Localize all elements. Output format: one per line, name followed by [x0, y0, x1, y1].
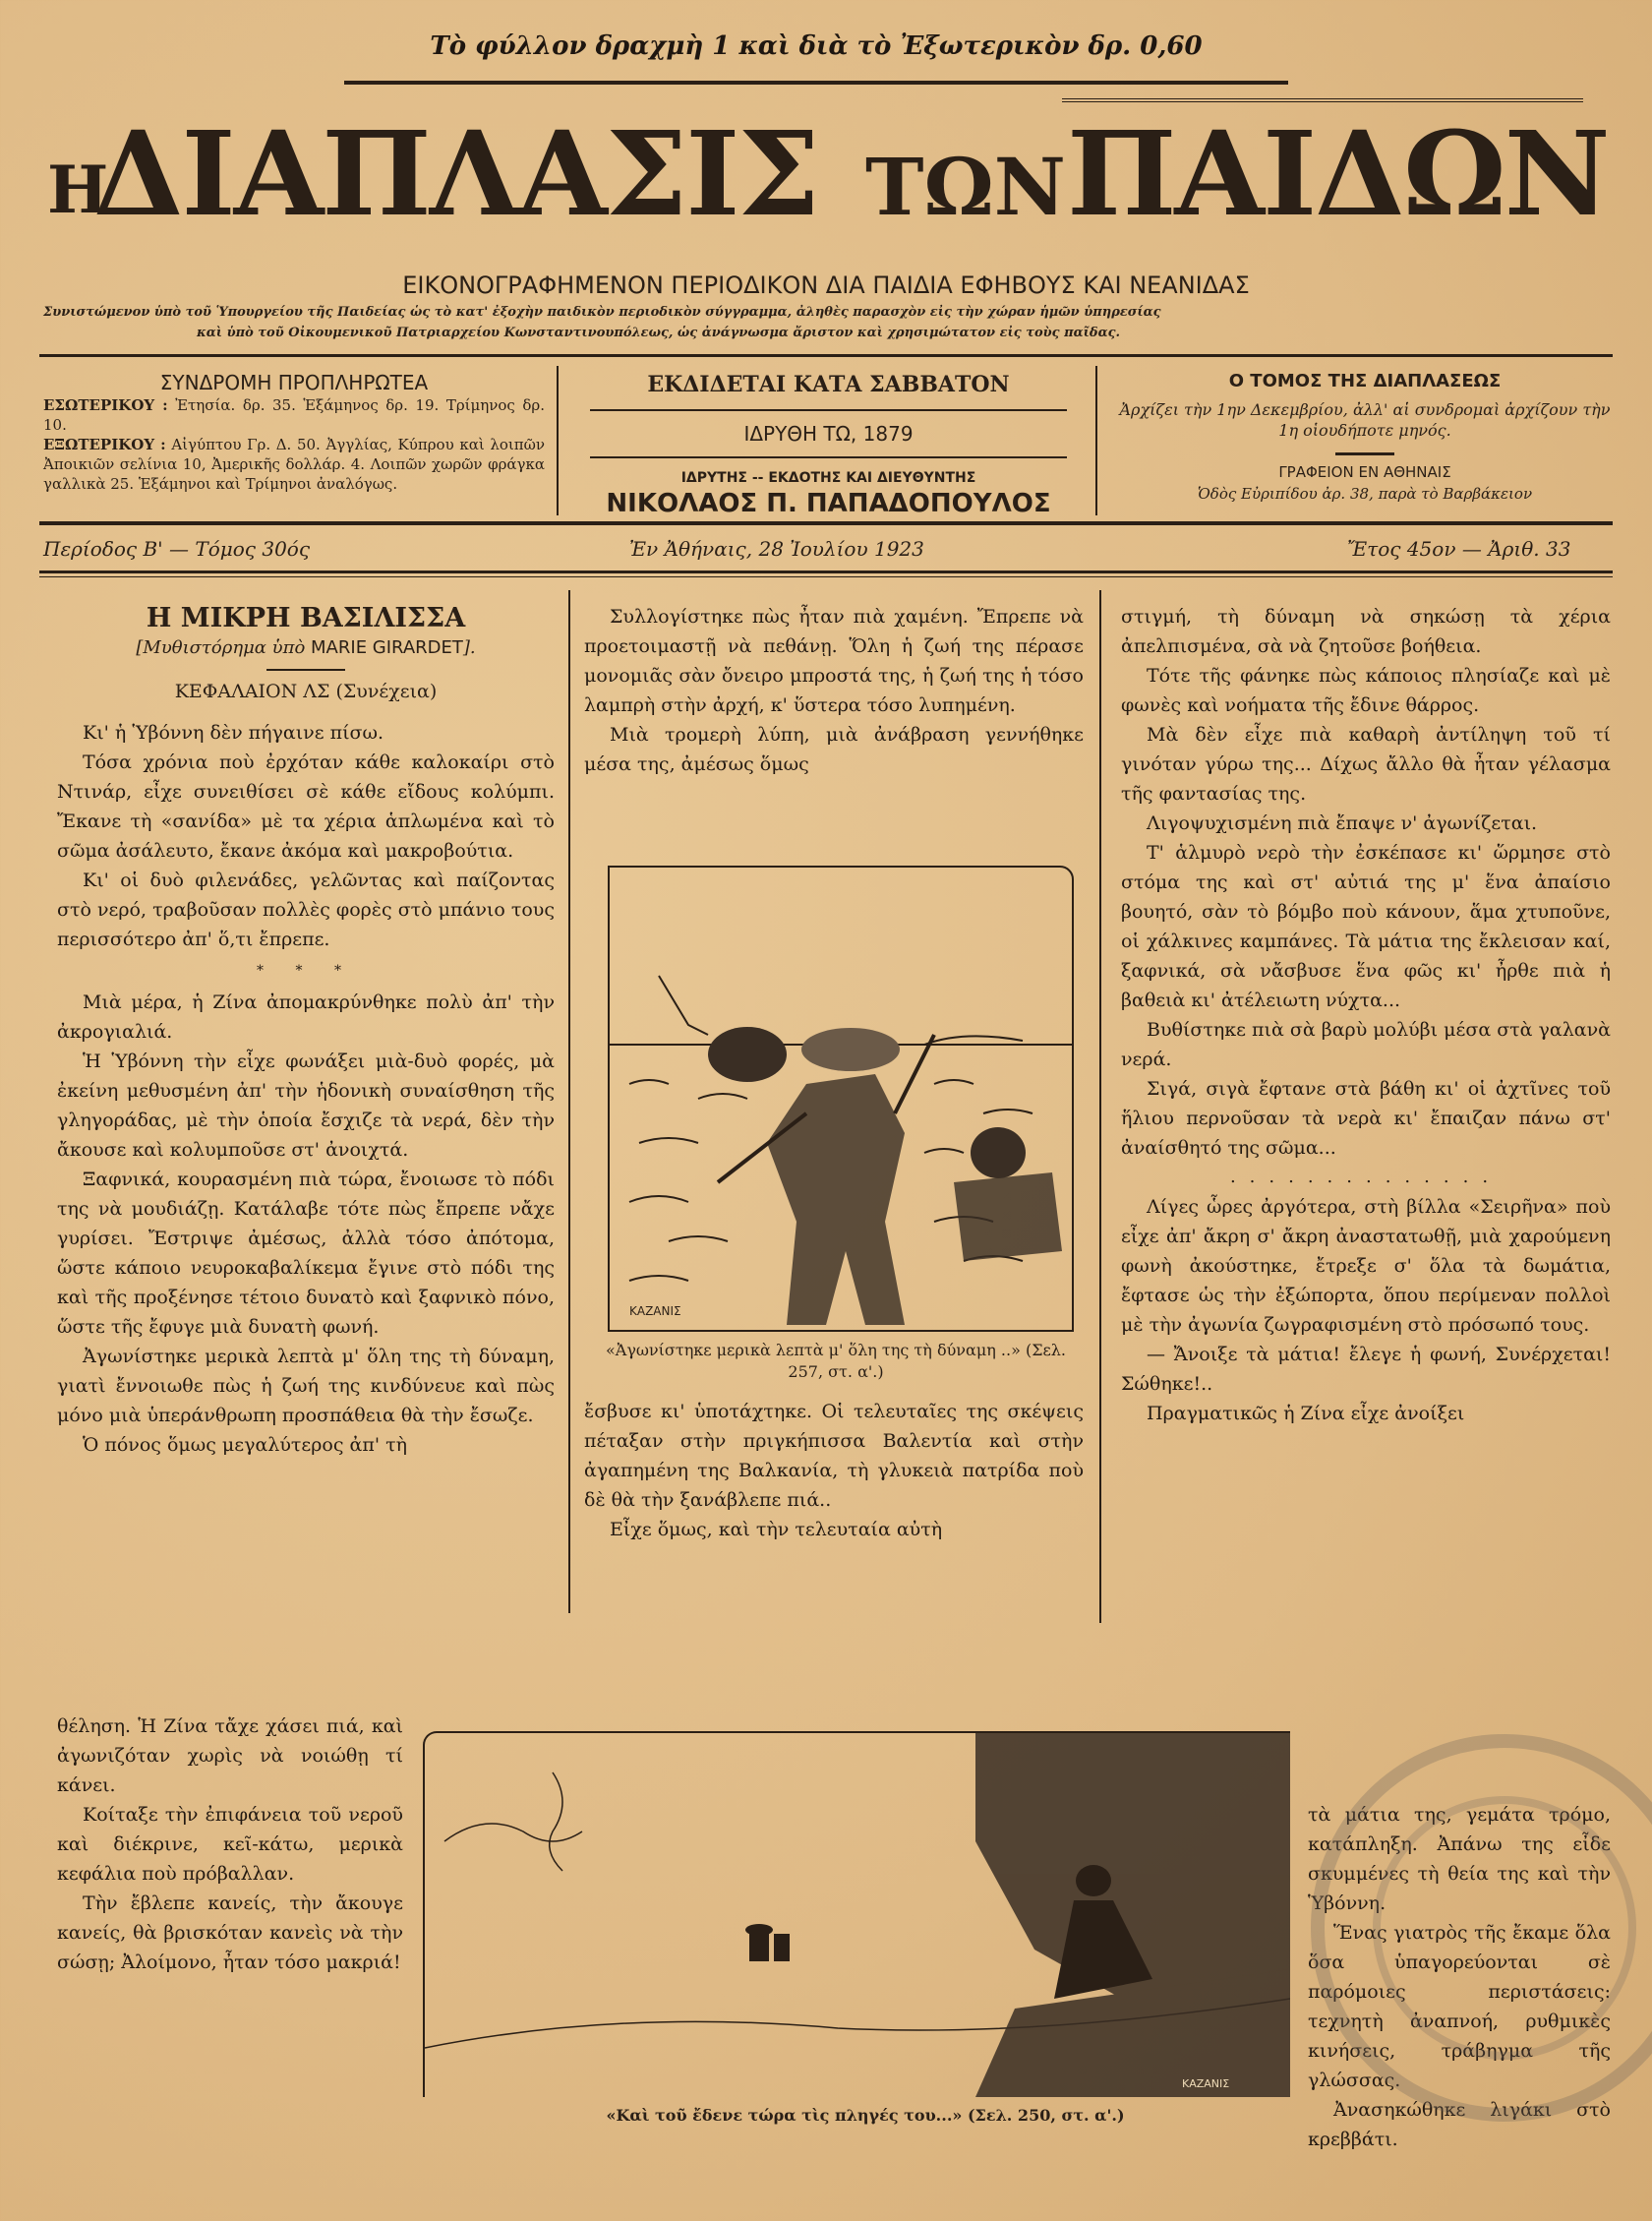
subscription-heading: ΣΥΝΔΡΟΜΗ ΠΡΟΠΛΗΡΩΤΕΑ [159, 371, 429, 394]
paragraph: Τ' ἁλμυρὸ νερὸ τὴν ἐσκέπασε κι' ὥρμησε στὸ στόμα της καὶ στ' αὐτιά της μ' ἕνα ἀπαίσιο βουητό, σὰν τὸ βόμβο ποὺ κάνουν, ἅμα χτυποῦνε, οἱ χάλκινες καμπάνες. Τὰ μάτια της ἔκλεισαν καί, ξαφνικά, σὰ νἄσβυσε ἕνα φῶς κι' ἦρθε πιὰ ἡ βαθειὰ κι' ἀτέλειωτη νύχτα... [1121, 842, 1611, 1011]
column-1-top [57, 718, 555, 1460]
paragraph: θέληση. Ἡ Ζίνα τἄχε χάσει πιά, καὶ ἀγωνιζόταν χωρὶς νὰ νοιώθῃ τί κάνει. [57, 1715, 403, 1796]
paragraph: Κι' οἱ δυὸ φιλενάδες, γελῶντας καὶ παίζοντας στὸ νερό, τραβοῦσαν πολλὲς φορὲς στὸ μπάνιο τους περισσότερο ἀπ' ὅ,τι ἔπρεπε. [57, 870, 555, 950]
box-divider-2 [1095, 366, 1097, 515]
paragraph: τὰ μάτια της, γεμάτα τρόμο, κατάπληξη. Ἀπάνω της εἶδε σκυμμένες τὴ θεία της καὶ τὴν Ὑβόννη. [1308, 1804, 1611, 1914]
paragraph: Τὴν ἔβλεπε κανείς, τὴν ἄκουγε κανείς, θὰ βρισκόταν κανεὶς νὰ τὴν σώσῃ; Ἀλοίμονο, ἦταν τόσο μακριά! [57, 1892, 403, 1973]
paragraph: Λιγοψυχισμένη πιὰ ἔπαψε ν' ἀγωνίζεται. [1147, 812, 1538, 834]
byline-author: MARIE GIRARDET [311, 637, 463, 658]
section-separator: * * * [257, 963, 355, 979]
paragraph: Βυθίστηκε πιὰ σὰ βαρὺ μολύβι μέσα στὰ γαλανὰ νερά. [1121, 1019, 1611, 1070]
publisher-rule-1 [590, 409, 1067, 411]
byline-prefix: [Μυθιστόρημα ὑπὸ [136, 637, 306, 658]
publisher-name: ΝΙΚΟΛΑΟΣ Π. ΠΑΠΑΔΟΠΟΥΛΟΣ [606, 489, 1051, 518]
paragraph: Κοίταξε τὴν ἐπιφάνεια τοῦ νεροῦ καὶ διέκρινε, κεῖ-κάτω, μερικὰ κεφάλια ποὺ πρόβαλλαν. [57, 1804, 403, 1885]
caption-illustration-1: «Ἀγωνίστηκε μερικὰ λεπτὰ μ' ὅλη της τὴ δύναμη ..» (Σελ. 257, στ. α'.) [605, 1341, 1067, 1381]
header-rule [39, 354, 1613, 357]
volume-heading: Ο ΤΟΜΟΣ ΤΗΣ ΔΙΑΠΛΑΣΕΩΣ [1228, 371, 1502, 391]
column-rule-1 [568, 590, 570, 1613]
masthead-paidon: ΠΑΙΔΩΝ [1067, 105, 1609, 242]
illustration-bandaging-drawing [425, 1733, 1290, 2097]
office-address: Ὁδὸς Εὐριπίδου ἀρ. 38, παρὰ τὸ Βαρβάκειον [1197, 485, 1533, 503]
caption-illustration-2: «Καὶ τοῦ ἔδενε τώρα τὶς πληγές του...» (Σελ. 250, στ. α'.) [606, 2106, 1125, 2125]
column-3-bottom [1308, 1800, 1611, 2154]
office-heading: ΓΡΑΦΕΙΟΝ ΕΝ ΑΘΗΝΑΙΣ [1278, 463, 1451, 481]
masthead-ton: ΤΩΝ [865, 141, 1066, 233]
subscription-domestic [43, 395, 545, 435]
paragraph: Τότε τῆς φάνηκε πὼς κάποιος πλησίαζε καὶ μὲ φωνὲς καὶ νοήματα τῆς ἔδινε θάρρος. [1121, 665, 1611, 716]
illustration-signature: ΚΑΖΑΝΙΣ [629, 1304, 681, 1318]
foreign-text: Αἰγύπτου Γρ. Δ. 50. Ἀγγλίας, Κύπρου καὶ λοιπῶν Ἀποικιῶν σελίνια 10, Ἀμερικῆς δολλάρ. 4. Λοιπῶν χωρῶν φράγκα γαλλικὰ 25. Ἑξάμηνοι καὶ Τρίμηνοι ἀναλόγως. [43, 436, 545, 493]
paragraph: Τόσα χρόνια ποὺ ἐρχόταν κάθε καλοκαίρι στὸ Ντινάρ, εἶχε συνειθίσει σὲ κάθε εἴδους κολύμπι. Ἔκανε τὴ «σανίδα» μὲ τα χέρια ἁπλωμένα καὶ τὸ σῶμα ἀσάλευτο, ἔκανε ἀκόμα καὶ μακροβούτια. [57, 751, 555, 862]
paragraph: Ὁ πόνος ὅμως μεγαλύτερος ἀπ' τὴ [83, 1434, 408, 1456]
illustration-bandaging [423, 1731, 1290, 2097]
subscription-box [43, 370, 545, 494]
column-rule-2 [1099, 590, 1101, 1623]
paragraph: Λίγες ὧρες ἀργότερα, στὴ βίλλα «Σειρῆνα» ποὺ εἶχε ἀπ' ἄκρη σ' ἄκρη ἀναστατωθῇ, μιὰ χαρούμενη φωνὴ ἀκούστηκε, ἔτρεξε σ' ὅλα τὰ δωμάτια, ἔφτασε ὡς τὴν ἐξώπορτα, ὅπου περίμεναν πολλοὶ μὲ τὴν ἀγωνία ζωγραφισμένη στὸ πρόσωπό τους. [1121, 1196, 1611, 1336]
founded-year: ΙΔΡΥΘΗ ΤΩ, 1879 [743, 422, 914, 446]
subtitle: ΕΙΚΟΝΟΓΡΑΦΗΜΕΝΟΝ ΠΕΡΙΟΔΙΚΟΝ ΔΙΑ ΠΑΙΔΙΑ ΕΦΗΒΟΥΣ ΚΑΙ ΝΕΑΝΙΔΑΣ [402, 271, 1250, 299]
publisher-role: ΙΔΡΥΤΗΣ -- ΕΚΔΟΤΗΣ ΚΑΙ ΔΙΕΥΘΥΝΤΗΣ [680, 470, 976, 486]
article-byline [55, 635, 557, 661]
paragraph: Κι' ἡ Ὑβόννη δὲν πήγαινε πίσω. [83, 722, 384, 744]
paragraph: Μιὰ μέρα, ἡ Ζίνα ἀπομακρύνθηκε πολὺ ἀπ' τὴν ἀκρογιαλιά. [57, 991, 555, 1043]
illustration-drowning-drawing [610, 868, 1072, 1330]
price-underline [344, 81, 1288, 85]
dateline-issue: Ἔτος 45ον — Ἀριθ. 33 [1347, 537, 1571, 561]
byline-suffix: ]. [462, 637, 476, 658]
paragraph: Εἶχε ὅμως, καὶ τὴν τελευταία αὐτὴ [610, 1519, 943, 1540]
volume-text: Ἀρχίζει τὴν 1ην Δεκεμβρίου, ἀλλ' αἱ συνδρομαὶ ἀρχίζουν τὴν 1η οἱουδήποτε μηνός. [1119, 400, 1611, 440]
publication-schedule: ΕΚΔΙΔΕΤΑΙ ΚΑΤΑ ΣΑΒΒΑΤΟΝ [647, 372, 1010, 397]
publisher-rule-2 [590, 456, 1067, 458]
domestic-text: Ἐτησία. δρ. 35. Ἑξάμηνος δρ. 19. Τρίμηνος δρ. 10. [43, 396, 545, 434]
column-2-bottom [584, 1397, 1084, 1544]
paragraph: Πραγματικῶς ἡ Ζίνα εἶχε ἀνοίξει [1147, 1403, 1465, 1424]
paragraph: Ἀγωνίστηκε μερικὰ λεπτὰ μ' ὅλη της τὴ δύναμη, γιατὶ ἔννοιωθε πὼς ἡ ζωή της κινδύνευε καὶ πὼς μόνο μιὰ ὑπεράνθρωπη προσπάθεια θὰ τὴν ἔσωζε. [57, 1346, 555, 1426]
paragraph: Ἕνας γιατρὸς τῆς ἔκαμε ὅλα ὅσα ὑπαγορεύονται σὲ παρόμοιες περιστάσεις: τεχνητὴ ἀναπνοή, ρυθμικὲς κινήσεις, τράβηγμα τῆς γλώσσας. [1308, 1922, 1611, 2091]
paragraph: Ἡ Ὑβόννη τὴν εἶχε φωνάξει μιὰ-δυὸ φορές, μὰ ἐκείνη μεθυσμένη ἀπ' τὴν ἡδονικὴ συναίσθηση τῆς γληγοράδας, μὲ τὴν ὁποία ἔσχιζε τὰ νερά, δὲν τὴν ἄκουσε καὶ κολυμποῦσε στ' ἀνοιχτά. [57, 1050, 555, 1161]
endorsement-line-2: καὶ ὑπὸ τοῦ Οἰκουμενικοῦ Πατριαρχείου Κωνσταντινουπόλεως, ὡς ἀνάγνωσμα ἄριστον καὶ χρησιμώτατον εἰς τοὺς παῖδας. [197, 326, 1121, 340]
title-rule [266, 669, 345, 671]
foreign-label: ΕΞΩΤΕΡΙΚΟΥ : [43, 436, 166, 453]
article-header [55, 602, 557, 704]
paragraph: ἔσβυσε κι' ὑποτάχτηκε. Οἱ τελευταῖες της σκέψεις πέταξαν στὴν πριγκήπισσα Βαλεντία καὶ στὴν ἀγαπημένη της Βαλκανία, τὴ γλυκειὰ πατρίδα ποὺ δὲ θὰ τὴν ξανάβλεπε πιά.. [584, 1401, 1084, 1511]
dateline-rule-top [39, 521, 1613, 525]
endorsement-line-1: Συνιστώμενον ὑπὸ τοῦ Ὑπουργείου τῆς Παιδείας ὡς τὸ κατ' ἐξοχὴν παιδικὸν περιοδικὸν σύγγραμμα, ἀληθὲς παρασχὸν εἰς τὴν χώραν ἡμῶν ὑπηρεσίας [43, 305, 1161, 320]
volume-box [1109, 370, 1621, 504]
column-3-top [1121, 602, 1611, 1428]
paragraph: Ἀνασηκώθηκε λιγάκι στὸ κρεββάτι. [1308, 2099, 1611, 2150]
masthead-diaplasis: ΔΙΑΠΛΑΣΙΣ [93, 105, 818, 242]
dateline-rule-bottom [39, 570, 1613, 573]
paragraph: στιγμή, τὴ δύναμη νὰ σηκώσῃ τὰ χέρια ἀπελπισμένα, σὰ νὰ ζητοῦσε βοήθεια. [1121, 606, 1611, 657]
dotted-separator: .............. [1229, 1167, 1503, 1187]
illustration-signature-2: ΚΑΖΑΝΙΣ [1182, 2077, 1230, 2090]
paragraph: — Ἄνοιξε τὰ μάτια! ἔλεγε ἡ φωνή, Συνέρχεται! Σώθηκε!.. [1121, 1344, 1611, 1395]
domestic-label: ΕΣΩΤΕΡΙΚΟΥ : [43, 396, 168, 414]
paragraph: Συλλογίστηκε πὼς ἦταν πιὰ χαμένη. Ἔπρεπε νὰ προετοιμαστῇ νὰ πεθάνῃ. Ὅλη ἡ ζωή της πέρασε μονομιᾶς σὰν ὄνειρο μπροστά της, ἡ ζωή της ἡ τόσο λαμπρὴ στὴν ἀρχή, κ' ὕστερα τόσο λυπημένη. [584, 606, 1084, 716]
price-line: Τὸ φύλλον δραχμὴ 1 καὶ διὰ τὸ Ἐξωτερικὸν δρ. 0,60 [430, 31, 1203, 61]
paragraph: Μιὰ τρομερὴ λύπη, μιὰ ἀνάβραση γεννήθηκε μέσα της, ἀμέσως ὅμως [584, 724, 1084, 775]
masthead-h: Η [47, 151, 109, 228]
subscription-foreign [43, 435, 545, 494]
paragraph: Ξαφνικά, κουρασμένη πιὰ τώρα, ἔνοιωσε τὸ πόδι της νὰ μουδιάζῃ. Κατάλαβε τότε πὼς ἔπρεπε νἄχε γυρίσει. Ἔστριψε ἀμέσως, ἀλλὰ τόσο ἀπότομα, ὥστε κάποιο νευροκαβαλίκεμα ἔγινε στὸ πόδι της καὶ τῆς προξένησε τέτοιο δυνατὸ καὶ ξαφνικὸ πόνο, ὥστε τῆς ἔφυγε μιὰ δυνατὴ φωνή. [57, 1169, 555, 1338]
publisher-box [570, 370, 1087, 519]
column-1-bottom [57, 1711, 403, 1977]
paragraph: Μὰ δὲν εἶχε πιὰ καθαρὴ ἀντίληψη τοῦ τί γινόταν γύρω της... Δίχως ἄλλο θὰ ἦταν γέλασμα τῆς φαντασίας της. [1121, 724, 1611, 805]
dateline-rule-bottom-2 [39, 576, 1613, 577]
chapter-heading: ΚΕΦΑΛΑΙΟΝ ΛΣ (Συνέχεια) [174, 681, 438, 702]
box-divider-1 [557, 366, 559, 515]
dateline-period: Περίοδος Β' — Τόμος 30ός [43, 537, 311, 561]
article-title: Η ΜΙΚΡΗ ΒΑΣΙΛΙΣΣΑ [146, 603, 466, 633]
volume-rule [1335, 452, 1394, 455]
dateline-date: Ἐν Ἀθήναις, 28 Ἰουλίου 1923 [629, 537, 924, 561]
column-2-top [584, 602, 1084, 779]
paragraph: Σιγά, σιγὰ ἔφτανε στὰ βάθη κι' οἱ ἀχτῖνες τοῦ ἥλιου περνοῦσαν τὰ νερὰ κι' ἔπαιζαν πάνω στ' ἀναίσθητό της σῶμα... [1121, 1078, 1611, 1159]
illustration-drowning [608, 866, 1074, 1332]
